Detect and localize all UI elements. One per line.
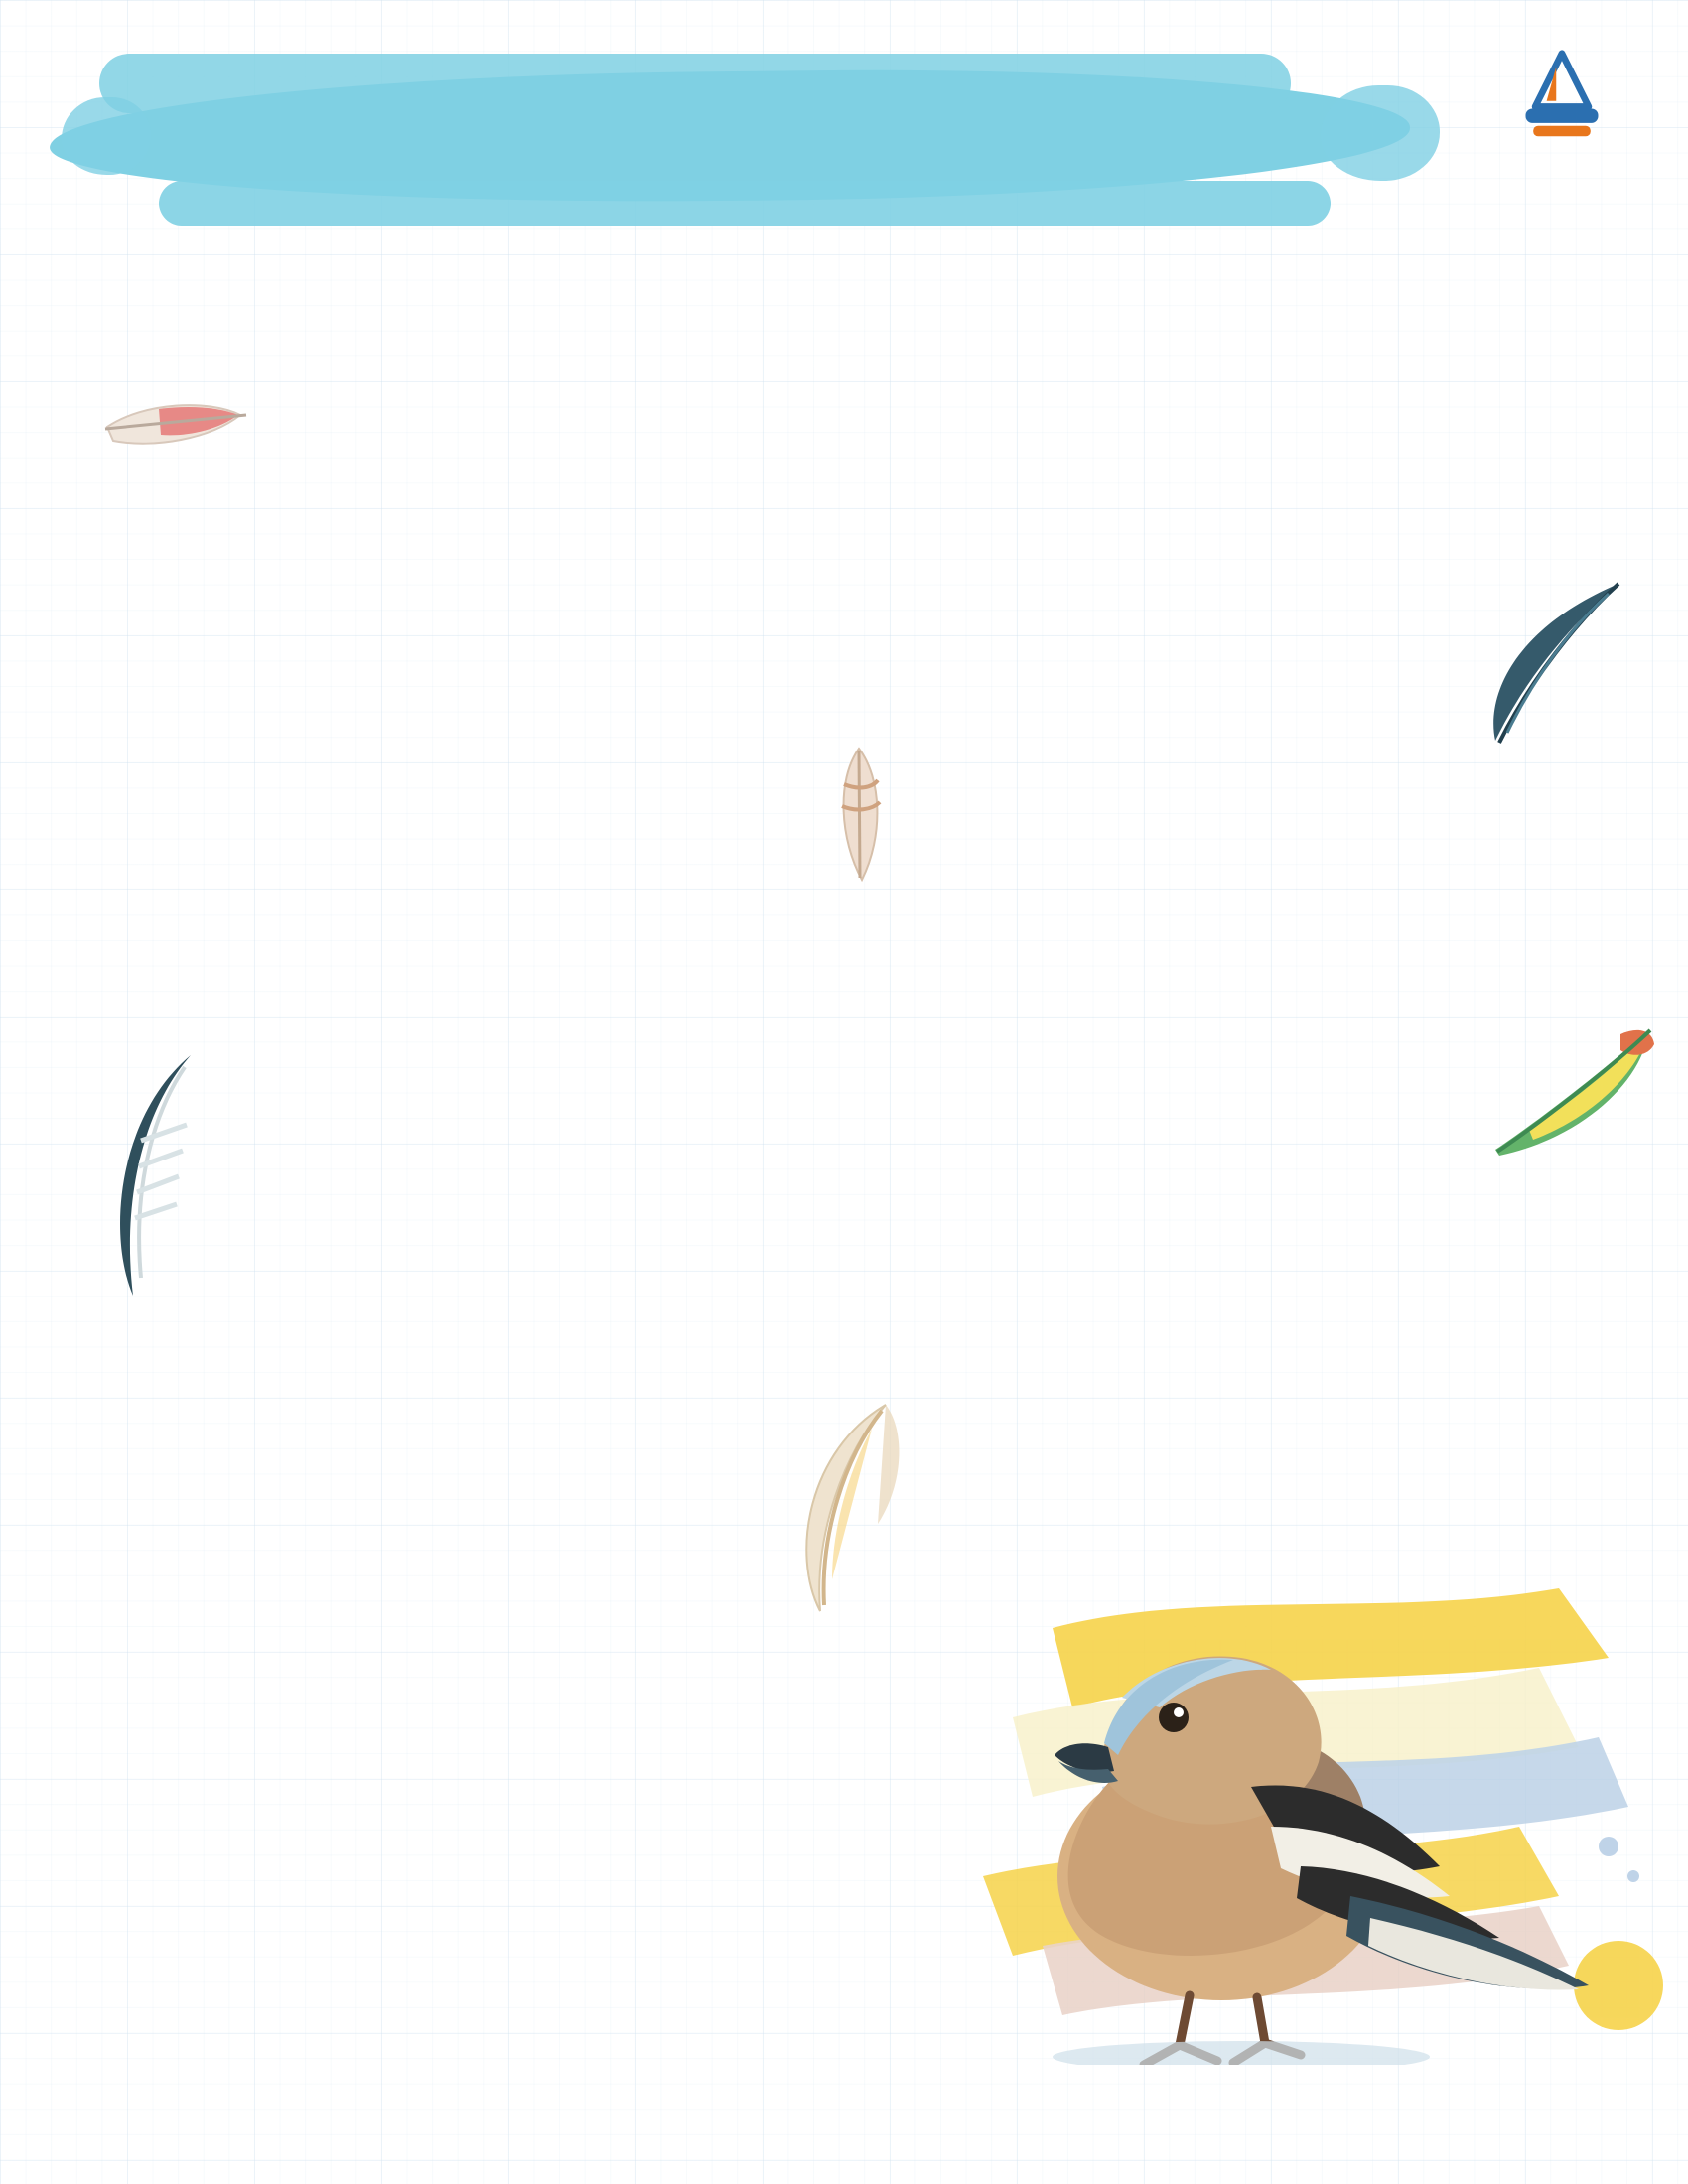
feather-striped-left-icon xyxy=(99,1047,209,1305)
feather-cream-center-icon xyxy=(774,1395,914,1623)
boat-logo-icon xyxy=(1514,48,1610,143)
brush-stroke-icon xyxy=(159,181,1331,226)
feather-green-right-icon xyxy=(1489,1023,1658,1161)
feather-tan-center-icon xyxy=(824,745,894,884)
brush-stroke-icon xyxy=(62,97,151,175)
header-banner xyxy=(40,42,1460,230)
argoprep-logo xyxy=(1487,48,1636,147)
feather-red-top-left-icon xyxy=(99,397,248,486)
bird-illustration xyxy=(923,1549,1678,2065)
brush-stroke-icon xyxy=(1321,85,1440,181)
feather-teal-right-icon xyxy=(1460,576,1628,754)
brush-stroke-icon xyxy=(99,54,1291,113)
